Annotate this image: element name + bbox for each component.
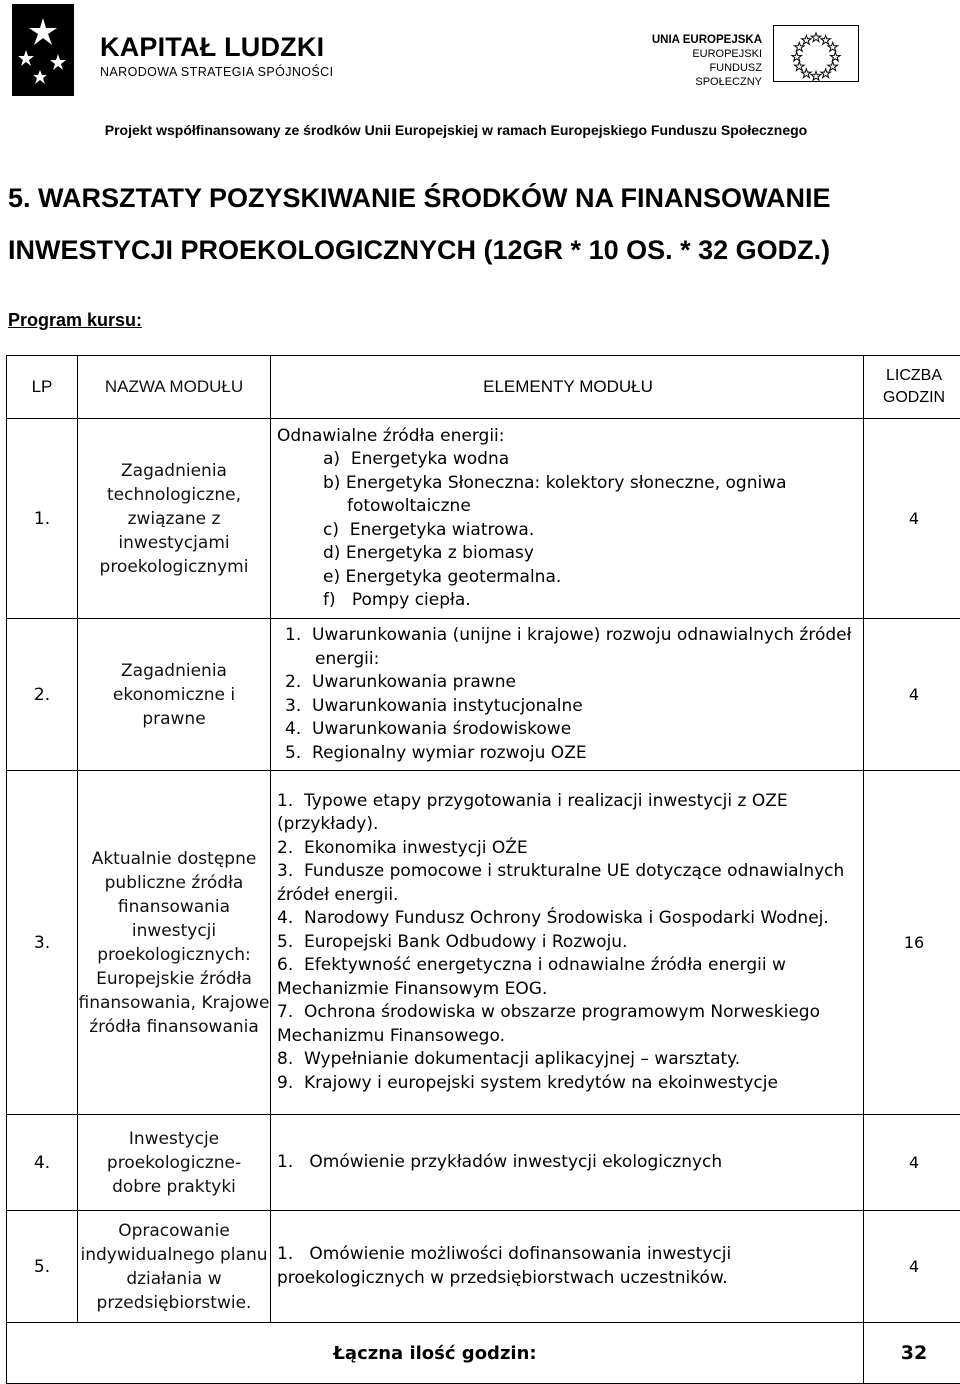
program-label: Program kursu: [8, 310, 142, 331]
row-lp: 5. [7, 1211, 78, 1323]
page-title [8, 172, 908, 276]
total-row [7, 1323, 960, 1384]
header-hours: LICZBA GODZIN [864, 356, 960, 419]
list-item: 1. Omówienie możliwości dofinansowania inwestycji proekologicznych w przedsiębiorstwach uczestników. [277, 1243, 859, 1290]
row-lp: 4. [7, 1115, 78, 1211]
list-item: e) Energetyka geotermalna. [277, 566, 859, 590]
header-lp: LP [7, 356, 78, 419]
table-row [7, 771, 960, 1115]
table-row [7, 1211, 960, 1323]
logo-subtitle: NARODOWA STRATEGIA SPÓJNOŚCI [100, 65, 333, 79]
list-item: 4. Narodowy Fundusz Ochrony Środowiska i Gospodarki Wodnej. [277, 907, 859, 931]
total-label: Łączna ilość godzin: [7, 1323, 864, 1384]
list-item: c) Energetyka wiatrowa. [277, 519, 859, 543]
row-name: Zagadnienia technologiczne, związane z inwestycjami proekologicznymi [78, 419, 271, 619]
row-hours: 4 [864, 619, 960, 771]
course-program-table [6, 355, 960, 1384]
row-lp: 2. [7, 619, 78, 771]
row-hours: 16 [864, 771, 960, 1115]
list-item: 5. Regionalny wymiar rozwoju OZE [277, 742, 859, 766]
table-header-row [7, 356, 960, 419]
list-item: 2. Uwarunkowania prawne [277, 671, 859, 695]
kapital-ludzki-logo [12, 4, 74, 96]
eu-line-3: FUNDUSZ SPOŁECZNY [640, 61, 762, 89]
row-elements [271, 419, 864, 619]
row-lp: 3. [7, 771, 78, 1115]
list-item: 3. Fundusze pomocowe i strukturalne UE dotyczące odnawialnych źródeł energii. [277, 860, 859, 907]
title-line-2: INWESTYCJI PROEKOLOGICZNYCH (12GR * 10 OS. * 32 GODZ.) [8, 224, 908, 276]
table-row [7, 419, 960, 619]
list-item: 2. Ekonomika inwestycji OŹE [277, 837, 859, 861]
row-hours: 4 [864, 419, 960, 619]
row-lp: 1. [7, 419, 78, 619]
total-value: 32 [864, 1323, 960, 1384]
cofinance-note: Projekt współfinansowany ze środków Unii Europejskiej w ramach Europejskiego Funduszu Społecznego [0, 122, 912, 138]
row-hours: 4 [864, 1115, 960, 1211]
row-elements [271, 619, 864, 771]
logo-title: KAPITAŁ LUDZKI [100, 32, 333, 62]
row-elements [271, 1211, 864, 1323]
row-name: Aktualnie dostępne publiczne źródła finansowania inwestycji proekologicznych: Europejskie źródła finansowania, Krajowe źródła finansowania [78, 771, 271, 1115]
list-item: 8. Wypełnianie dokumentacji aplikacyjnej – warsztaty. [277, 1048, 859, 1072]
row-elements [271, 1115, 864, 1211]
row-elements [271, 771, 864, 1115]
list-item: 9. Krajowy i europejski system kredytów na ekoinwestycje [277, 1072, 859, 1096]
list-item: 7. Ochrona środowiska w obszarze programowym Norweskiego Mechanizmu Finansowego. [277, 1001, 859, 1048]
row-name: Zagadnienia ekonomiczne i prawne [78, 619, 271, 771]
elements-intro: Odnawialne źródła energii: [277, 425, 859, 449]
list-item: b) Energetyka Słoneczna: kolektory słoneczne, ogniwa fotowoltaiczne [277, 472, 859, 519]
eu-flag-icon [773, 25, 859, 82]
header-elements: ELEMENTY MODUŁU [271, 356, 864, 419]
title-line-1: 5. WARSZTATY POZYSKIWANIE ŚRODKÓW NA FINANSOWANIE [8, 172, 908, 224]
list-item: 6. Efektywność energetyczna i odnawialne źródła energii w Mechanizmie Finansowym EOG. [277, 954, 859, 1001]
eu-fund-label [640, 33, 762, 89]
list-item: 3. Uwarunkowania instytucjonalne [277, 695, 859, 719]
table-row [7, 619, 960, 771]
list-item: a) Energetyka wodna [277, 448, 859, 472]
row-hours: 4 [864, 1211, 960, 1323]
header-name: NAZWA MODUŁU [78, 356, 271, 419]
list-item: d) Energetyka z biomasy [277, 542, 859, 566]
list-item: 1. Omówienie przykładów inwestycji ekologicznych [277, 1151, 859, 1175]
row-name: Opracowanie indywidualnego planu działania w przedsiębiorstwie. [78, 1211, 271, 1323]
list-item: 5. Europejski Bank Odbudowy i Rozwoju. [277, 931, 859, 955]
list-item: f) Pompy ciepła. [277, 589, 859, 613]
list-item: 1. Uwarunkowania (unijne i krajowe) rozwoju odnawialnych źródeł energii: [277, 624, 859, 671]
eu-line-1: UNIA EUROPEJSKA [640, 33, 762, 47]
list-item: 4. Uwarunkowania środowiskowe [277, 718, 859, 742]
eu-line-2: EUROPEJSKI [640, 47, 762, 61]
list-item: 1. Typowe etapy przygotowania i realizacji inwestycji z OZE (przykłady). [277, 790, 859, 837]
table-row [7, 1115, 960, 1211]
row-name: Inwestycje proekologiczne-dobre praktyki [78, 1115, 271, 1211]
